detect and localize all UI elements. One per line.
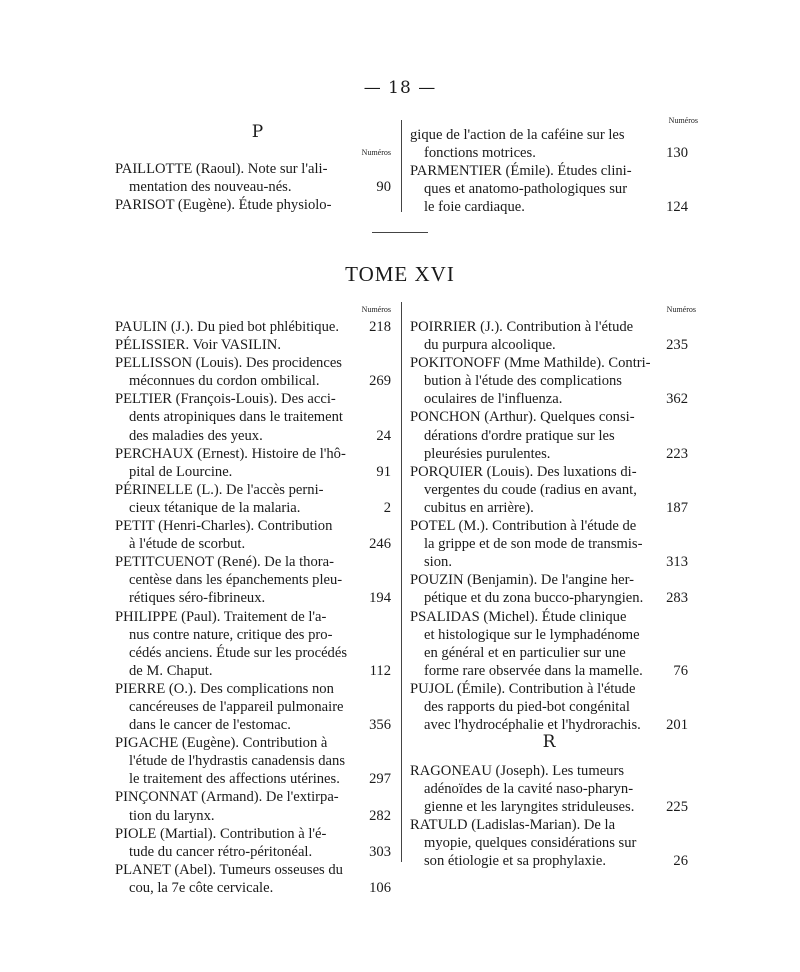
entry-line: RAGONEAU (Joseph). Les tumeurs (410, 763, 625, 779)
index-entry (410, 608, 688, 680)
index-entry (115, 160, 391, 196)
index-entry (410, 680, 688, 734)
index-entry (115, 336, 391, 354)
section-letter-r: R (542, 732, 556, 752)
entry-number: 225 (666, 799, 688, 816)
entry-number: 194 (369, 590, 391, 607)
entry-number: 91 (376, 463, 391, 480)
entry-line: PARMENTIER (Émile). Études clini- (410, 163, 632, 180)
entry-line: cubitus en arrière). (424, 499, 534, 516)
entry-line: sion. (424, 554, 452, 571)
entry-line: PERCHAUX (Ernest). Histoire de l'hô- (115, 445, 346, 462)
entry-line: des rapports du pied-bot congénital (424, 698, 630, 715)
index-entry (115, 354, 391, 390)
entry-line: POKITONOFF (Mme Mathilde). Contri- (410, 355, 651, 372)
entry-line: vergentes du coude (radius en avant, (424, 481, 637, 498)
entry-line: l'étude de l'hydrastis canadensis dans (129, 753, 345, 770)
entry-number: 313 (666, 554, 688, 571)
entry-line: pital de Lourcine. (129, 463, 233, 480)
entry-line: PHILIPPE (Paul). Traitement de l'a- (115, 608, 327, 625)
index-entry (410, 126, 688, 162)
entry-line: gique de l'action de la caféine sur les (410, 127, 625, 143)
index-entry (115, 788, 391, 824)
entry-line: son étiologie et sa prophylaxie. (424, 853, 606, 870)
entry-line: myopie, quelques considérations sur (424, 835, 637, 852)
entry-line: PIGACHE (Eugène). Contribution à (115, 735, 328, 752)
entry-line: et histologique sur le lymphadénome (424, 626, 640, 643)
section-letter-p: P (251, 122, 264, 142)
entry-line: oculaires de l'influenza. (424, 391, 563, 408)
entry-line: PIOLE (Martial). Contribution à l'é- (115, 825, 327, 842)
entry-line: dents atropiniques dans le traitement (129, 409, 343, 426)
entry-line: PORQUIER (Louis). Des luxations di- (410, 463, 637, 480)
entry-line: PELTIER (François-Louis). Des acci- (115, 391, 336, 408)
index-entry (115, 390, 391, 444)
index-entry (115, 825, 391, 861)
entry-line: fonctions motrices. (424, 145, 536, 162)
entry-number: 106 (369, 879, 391, 896)
entry-number: 297 (369, 771, 391, 788)
entry-number: 303 (369, 843, 391, 860)
entry-line: cédés anciens. Étude sur les procédés (129, 644, 348, 661)
entries-column-right-r (410, 762, 688, 871)
entry-line: PIERRE (O.). Des complications non (115, 680, 334, 697)
entry-line: en général et en particulier sur une (424, 644, 626, 661)
entries-column-right (410, 318, 688, 734)
entry-number: 130 (666, 145, 688, 162)
entry-line: gienne et les laryngites striduleuses. (424, 799, 635, 816)
entry-line: nus contre nature, critique des pro- (129, 626, 333, 643)
entry-line: centèse dans les épanchements pleu- (129, 572, 343, 589)
entry-line: PONCHON (Arthur). Quelques consi- (410, 409, 635, 426)
entry-line: POTEL (M.). Contribution à l'étude de (410, 518, 637, 535)
numeros-label: Numéros (668, 116, 698, 125)
entry-number: 223 (666, 445, 688, 462)
entry-line: adénoïdes de la cavité naso-pharyn- (424, 781, 634, 798)
entry-line: pleurésies purulentes. (424, 445, 551, 462)
entry-line: dérations d'ordre pratique sur les (424, 427, 615, 444)
entries-column-left (115, 160, 391, 214)
index-entry (410, 517, 688, 571)
numeros-label: Numéros (666, 305, 696, 314)
entry-number: 235 (666, 337, 688, 354)
entry-number: 218 (369, 319, 391, 335)
entry-line: des maladies des yeux. (129, 427, 263, 444)
entry-line: mentation des nouveau-nés. (129, 179, 292, 196)
entry-number: 246 (369, 536, 391, 553)
entry-line: PARISOT (Eugène). Étude physiolo- (115, 197, 332, 214)
tome-title: TOME XVI (345, 262, 455, 286)
index-entry (410, 408, 688, 462)
index-entry (410, 463, 688, 517)
index-entry (410, 318, 688, 354)
entry-line: PSALIDAS (Michel). Étude clinique (410, 608, 627, 625)
entry-line: ques et anatomo-pathologiques sur (424, 181, 628, 198)
entry-line: le foie cardiaque. (424, 199, 525, 216)
entry-line: PUJOL (Émile). Contribution à l'étude (410, 680, 636, 697)
index-entry (115, 734, 391, 788)
entry-line: PÉRINELLE (L.). De l'accès perni- (115, 481, 324, 498)
entry-line: à l'étude de scorbut. (129, 536, 246, 553)
entry-number: 76 (673, 662, 688, 679)
entry-line: PINÇONNAT (Armand). De l'extirpa- (115, 789, 339, 806)
column-divider (401, 302, 402, 862)
entry-number: 90 (376, 179, 391, 196)
index-entry (115, 517, 391, 553)
entry-number: 201 (666, 717, 688, 734)
entry-line: le traitement des affections utérines. (129, 771, 340, 788)
entry-line: PLANET (Abel). Tumeurs osseuses du (115, 861, 343, 878)
index-entry (115, 196, 391, 214)
entry-line: rétiques séro-fibrineux. (129, 590, 266, 607)
index-entry (115, 553, 391, 607)
entry-number: 112 (369, 662, 391, 679)
column-divider (401, 120, 402, 212)
entry-line: méconnues du cordon ombilical. (129, 373, 320, 390)
entry-line: la grippe et de son mode de transmis- (424, 536, 643, 553)
entry-line: PAULIN (J.). Du pied bot phlébitique. (115, 319, 340, 335)
entry-line: avec l'hydrocéphalie et l'hydrorachis. (424, 717, 641, 734)
index-entry (410, 162, 688, 216)
entry-line: pétique et du zona bucco-pharyngien. (424, 590, 644, 607)
entry-line: PETITCUENOT (René). De la thora- (115, 554, 334, 571)
entries-column-left (115, 318, 391, 897)
entry-number: 356 (369, 717, 391, 734)
entry-line: de M. Chaput. (129, 662, 213, 679)
entry-line: tion du larynx. (129, 807, 215, 824)
index-entry (115, 318, 391, 336)
index-entry (410, 354, 688, 408)
entry-number: 24 (376, 427, 391, 444)
entry-line: cou, la 7e côte cervicale. (129, 879, 274, 896)
index-entry (115, 861, 391, 897)
section-separator (372, 232, 428, 233)
index-entry (115, 481, 391, 517)
entry-line: bution à l'étude des complications (424, 373, 622, 390)
entry-number: 283 (666, 590, 688, 607)
entry-line: PÉLISSIER. Voir VASILIN. (115, 337, 281, 354)
entry-line: tude du cancer rétro-péritonéal. (129, 843, 313, 860)
entry-number: 269 (369, 373, 391, 390)
page-number: — 18 — (363, 78, 437, 98)
index-entry (410, 762, 688, 816)
entry-number: 2 (383, 499, 391, 516)
index-entry (115, 608, 391, 680)
entry-line: RATULD (Ladislas-Marian). De la (410, 817, 616, 834)
entry-line: POUZIN (Benjamin). De l'angine her- (410, 572, 635, 589)
entry-line: dans le cancer de l'estomac. (129, 717, 291, 734)
index-entry (410, 816, 688, 870)
entry-line: forme rare observée dans la mamelle. (424, 662, 643, 679)
entries-column-right (410, 126, 688, 216)
index-entry (115, 680, 391, 734)
entry-line: du purpura alcoolique. (424, 337, 556, 354)
numeros-label: Numéros (361, 305, 391, 314)
index-entry (115, 445, 391, 481)
entry-line: cancéreuses de l'appareil pulmonaire (129, 698, 344, 715)
entry-number: 282 (369, 807, 391, 824)
entry-number: 26 (673, 853, 688, 870)
entry-line: PAILLOTTE (Raoul). Note sur l'ali- (115, 161, 328, 177)
entry-line: PETIT (Henri-Charles). Contribution (115, 518, 333, 535)
entry-number: 124 (666, 199, 688, 216)
entry-number: 187 (666, 499, 688, 516)
numeros-label: Numéros (361, 148, 391, 157)
index-entry (410, 571, 688, 607)
entry-line: cieux tétanique de la malaria. (129, 499, 301, 516)
entry-number: 362 (666, 391, 688, 408)
entry-line: POIRRIER (J.). Contribution à l'étude (410, 319, 634, 335)
entry-line: PELLISSON (Louis). Des procidences (115, 355, 342, 372)
